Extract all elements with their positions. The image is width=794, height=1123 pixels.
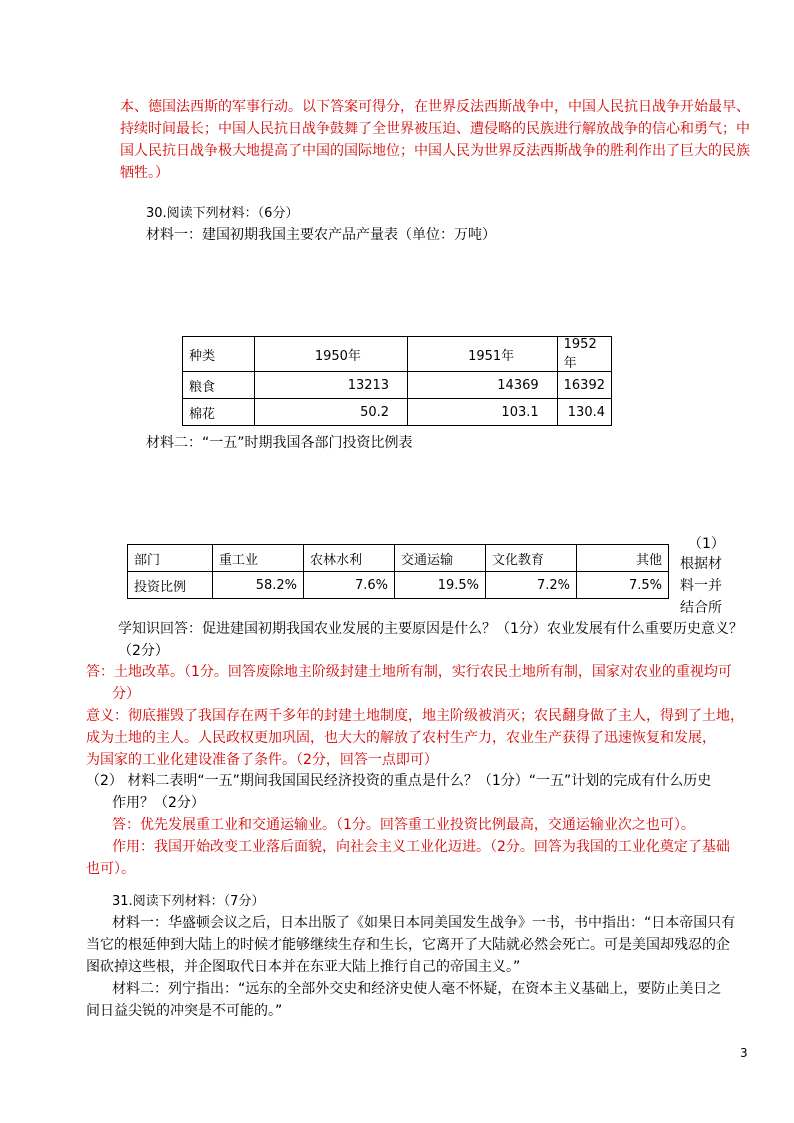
table-header-cell: 部门 — [128, 545, 213, 572]
q30-question-2: 作用？（2分） — [112, 795, 205, 811]
table-cell: 50.2 — [254, 399, 407, 426]
table-header-row — [128, 545, 669, 572]
investment-table — [127, 544, 669, 599]
table-header-cell: 重工业 — [213, 545, 304, 572]
side-text: 结合所 — [680, 600, 722, 616]
q30-significance: 成为土地的主人。人民政权更加巩固，也大大的解放了农村生产力，农业生产获得了迅速恢复和发展， — [86, 730, 716, 746]
side-text: 料一并 — [680, 578, 722, 594]
answer-line: 牺牲。） — [120, 165, 169, 181]
q30-question-1: （2分） — [118, 643, 169, 659]
q30-answer-2: 也可）。 — [86, 861, 135, 877]
table-cell: 14369 — [408, 372, 558, 399]
table-cell: 103.1 — [408, 399, 558, 426]
table-cell: 13213 — [254, 372, 407, 399]
table-header-cell: 其他 — [577, 545, 669, 572]
table-row — [183, 372, 612, 399]
q30-significance: 意义：彻底摧毁了我国存在两千多年的封建土地制度，地主阶级被消灭；农民翻身做了主人，得到了土地， — [86, 708, 744, 724]
answer-line: 持续时间最长；中国人民抗日战争鼓舞了全世界被压迫、遭侵略的民族进行解放战争的信心和勇气；中 — [120, 121, 750, 137]
q31-title: 31.阅读下列材料：（7分） — [112, 894, 265, 909]
q31-material-1: 材料一：华盛顿会议之后，日本出版了《如果日本同美国发生战争》一书，书中指出：“日本帝国只有 — [112, 915, 736, 931]
q30-material-2: 材料二：“一五”时期我国各部门投资比例表 — [146, 435, 413, 451]
table-header-cell: 农林水利 — [304, 545, 395, 572]
answer-line: 国人民抗日战争极大地提高了中国的国际地位；中国人民为世界反法西斯战争的胜利作出了巨大的民族 — [120, 143, 750, 159]
q30-answer-1: 分） — [112, 686, 140, 702]
production-table — [182, 336, 612, 426]
q31-material-2: 间日益尖锐的冲突是不可能的。” — [86, 1003, 283, 1019]
side-text: （1） — [688, 536, 725, 552]
table-header-cell: 1950年 — [254, 337, 407, 372]
q30-title: 30.阅读下列材料：（6分） — [146, 206, 299, 221]
side-text: 根据材 — [680, 556, 722, 572]
table-row — [183, 399, 612, 426]
page-number: 3 — [740, 1046, 748, 1060]
q31-material-2: 材料二：列宁指出：“远东的全部外交史和经济史使人毫不怀疑，在资本主义基础上，要防止美日之 — [112, 981, 722, 997]
table-header-cell: 文化教育 — [486, 545, 577, 572]
table-cell: 7.2% — [486, 572, 577, 599]
q30-question-1: 学知识回答：促进建国初期我国农业发展的主要原因是什么？（1分）农业发展有什么重要历史意义？ — [118, 621, 743, 637]
table-header-cell: 1951年 — [408, 337, 558, 372]
q30-answer-1: 答：土地改革。（1分。回答废除地主阶级封建土地所有制，实行农民土地所有制，国家对农业的重视均可 — [86, 664, 732, 680]
q31-material-1: 图砍掉这些根，并企图取代日本并在东亚大陆上推行自己的帝国主义。” — [86, 959, 521, 975]
table-cell: 16392 — [557, 372, 611, 399]
table-header-cell: 交通运输 — [395, 545, 486, 572]
table-cell: 粮食 — [183, 372, 255, 399]
table-cell: 棉花 — [183, 399, 255, 426]
table-cell: 7.6% — [304, 572, 395, 599]
table-header-cell: 1952年 — [557, 337, 611, 372]
table-row — [128, 572, 669, 599]
q30-significance: 为国家的工业化建设准备了条件。（2分，回答一点即可） — [86, 752, 438, 768]
table-cell: 19.5% — [395, 572, 486, 599]
table-header-row — [183, 337, 612, 372]
q30-answer-2: 作用：我国开始改变工业落后面貌，向社会主义工业化迈进。（2分。回答为我国的工业化奠定了基础 — [112, 839, 730, 855]
table-header-cell: 种类 — [183, 337, 255, 372]
table-cell: 投资比例 — [128, 572, 213, 599]
q31-material-1: 当它的根延伸到大陆上的时候才能够继续生存和生长，它离开了大陆就必然会死亡。可是美国却残忍的企 — [86, 937, 730, 953]
table-cell: 58.2% — [213, 572, 304, 599]
answer-line: 本、德国法西斯的军事行动。以下答案可得分，在世界反法西斯战争中，中国人民抗日战争开始最早、 — [120, 99, 750, 115]
q30-material-1: 材料一：建国初期我国主要农产品产量表（单位：万吨） — [146, 227, 496, 243]
q30-answer-2: 答：优先发展重工业和交通运输业。（1分。回答重工业投资比例最高，交通运输业次之也可）。 — [112, 817, 695, 833]
q30-question-2: （2） 材料二表明“一五”期间我国国民经济投资的重点是什么？（1分）“一五”计划的完成有什么历史 — [86, 773, 712, 789]
table-cell: 130.4 — [557, 399, 611, 426]
table-cell: 7.5% — [577, 572, 669, 599]
